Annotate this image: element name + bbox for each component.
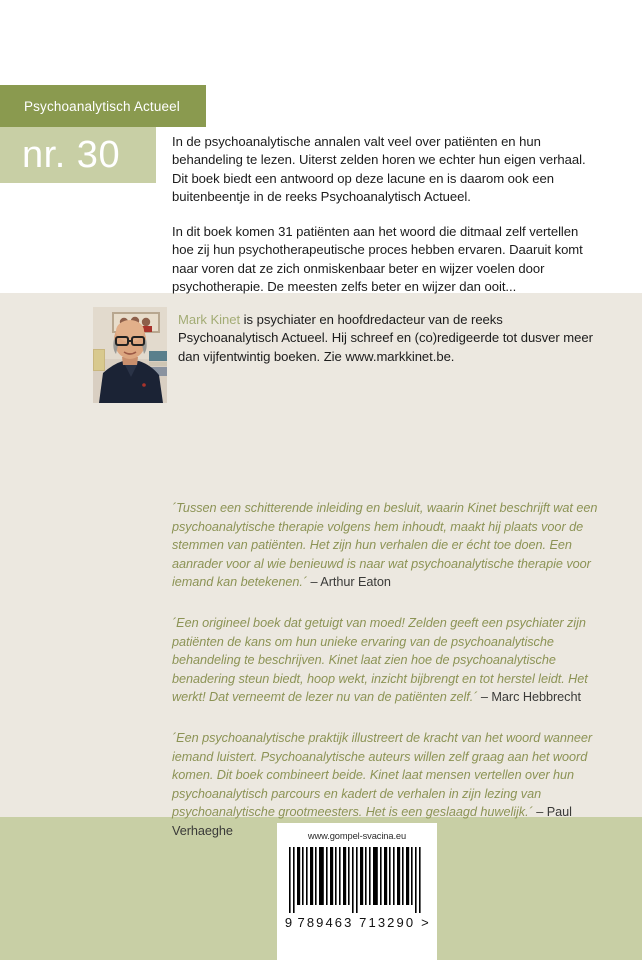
review-quote-text: ´Een origineel boek dat getuigt van moed! Zelden geeft een psychiater zijn patiënten de kans om hun unieke ervaring van de psychoanalytische behandeling te beschrijven. Kinet laat zien hoe de psychoanalytische benadering steun biedt, hoop wekt, inzicht bijbrengt en tot herstel leidt. Het werkt! Dat verneemt de lezer nu van de patiënten zelf.´ [172, 615, 588, 705]
review-quote-text: ´Tussen een schitterende inleiding en besluit, waarin Kinet beschrijft wat een psychoanalytische therapie volgens hem inhoudt, maakt hij plaats voor de stemmen van patiënten. Het zijn hun verhalen die er écht toe doen. Een aanrader voor al wie benieuwd is naar wat psychoanalytische therapie voor iemand kan betekenen.´ [172, 501, 598, 590]
blurb-paragraph-2: In dit boek komen 31 patiënten aan het woord die ditmaal zelf vertellen hoe zij hun psychotherapeutische proces hebben ervaren. Daaruit komt naar voren dat ze zich onmiskenbaar beter en wijzer voelen door psychotherapie. De meesten zelfs beter en wijzer dan ooit... [172, 224, 583, 295]
barcode-panel [277, 823, 437, 960]
issue-number-label: nr. 30 [22, 134, 121, 176]
review-attribution: – Arthur Eaton [307, 575, 391, 590]
author-bio-text: is psychiater en hoofdredacteur van de reeks Psychoanalytisch Actueel. Hij schreef en (co)redigeerde tot dusver meer dan vijfentwintig boeken. Zie www.markkinet.be. [178, 312, 593, 364]
author-name: Mark Kinet [178, 312, 241, 327]
author-bio [178, 311, 598, 366]
isbn-main-digits: 789463 713290 [297, 915, 416, 930]
review-attribution: – Paul Verhaeghe [172, 805, 572, 838]
isbn-lead-digit: 9 [284, 915, 293, 930]
isbn-row [283, 915, 431, 930]
reviews-block [172, 499, 600, 841]
review-attribution: – Marc Hebbrecht [477, 690, 581, 705]
publisher-url: www.gompel-svacina.eu [307, 831, 407, 841]
review-quote [172, 499, 600, 592]
series-label: Psychoanalytisch Actueel [24, 98, 180, 114]
review-quote-text: ´Een psychoanalytische praktijk illustreert de kracht van het woord wanneer iemand luistert. Psychoanalytische auteurs willen zelf graag aan het woord komen. Dit boek combineert beide. Kinet laat mensen vertellen over hun psychoanalytisch parcours en kadert de verhalen in zijn lezing van psychoanalytische grootmeesters. Het is een geslaagd huwelijk.´ [172, 730, 593, 820]
isbn-terminator: > [421, 915, 430, 930]
author-photo [93, 307, 167, 403]
blurb-paragraph-1: In de psychoanalytische annalen valt veel over patiënten en hun behandeling te lezen. Uiterst zelden horen we echter hun eigen verhaal. Dit boek biedt een antwoord op deze lacune en is daarom ook een buitenbeentje in de reeks Psychoanalytisch Actueel. [172, 134, 586, 204]
issue-number-box [0, 127, 156, 183]
review-quote [172, 614, 600, 707]
blurb-text-block [172, 133, 596, 296]
series-tag [0, 85, 206, 127]
barcode-image [287, 847, 427, 913]
